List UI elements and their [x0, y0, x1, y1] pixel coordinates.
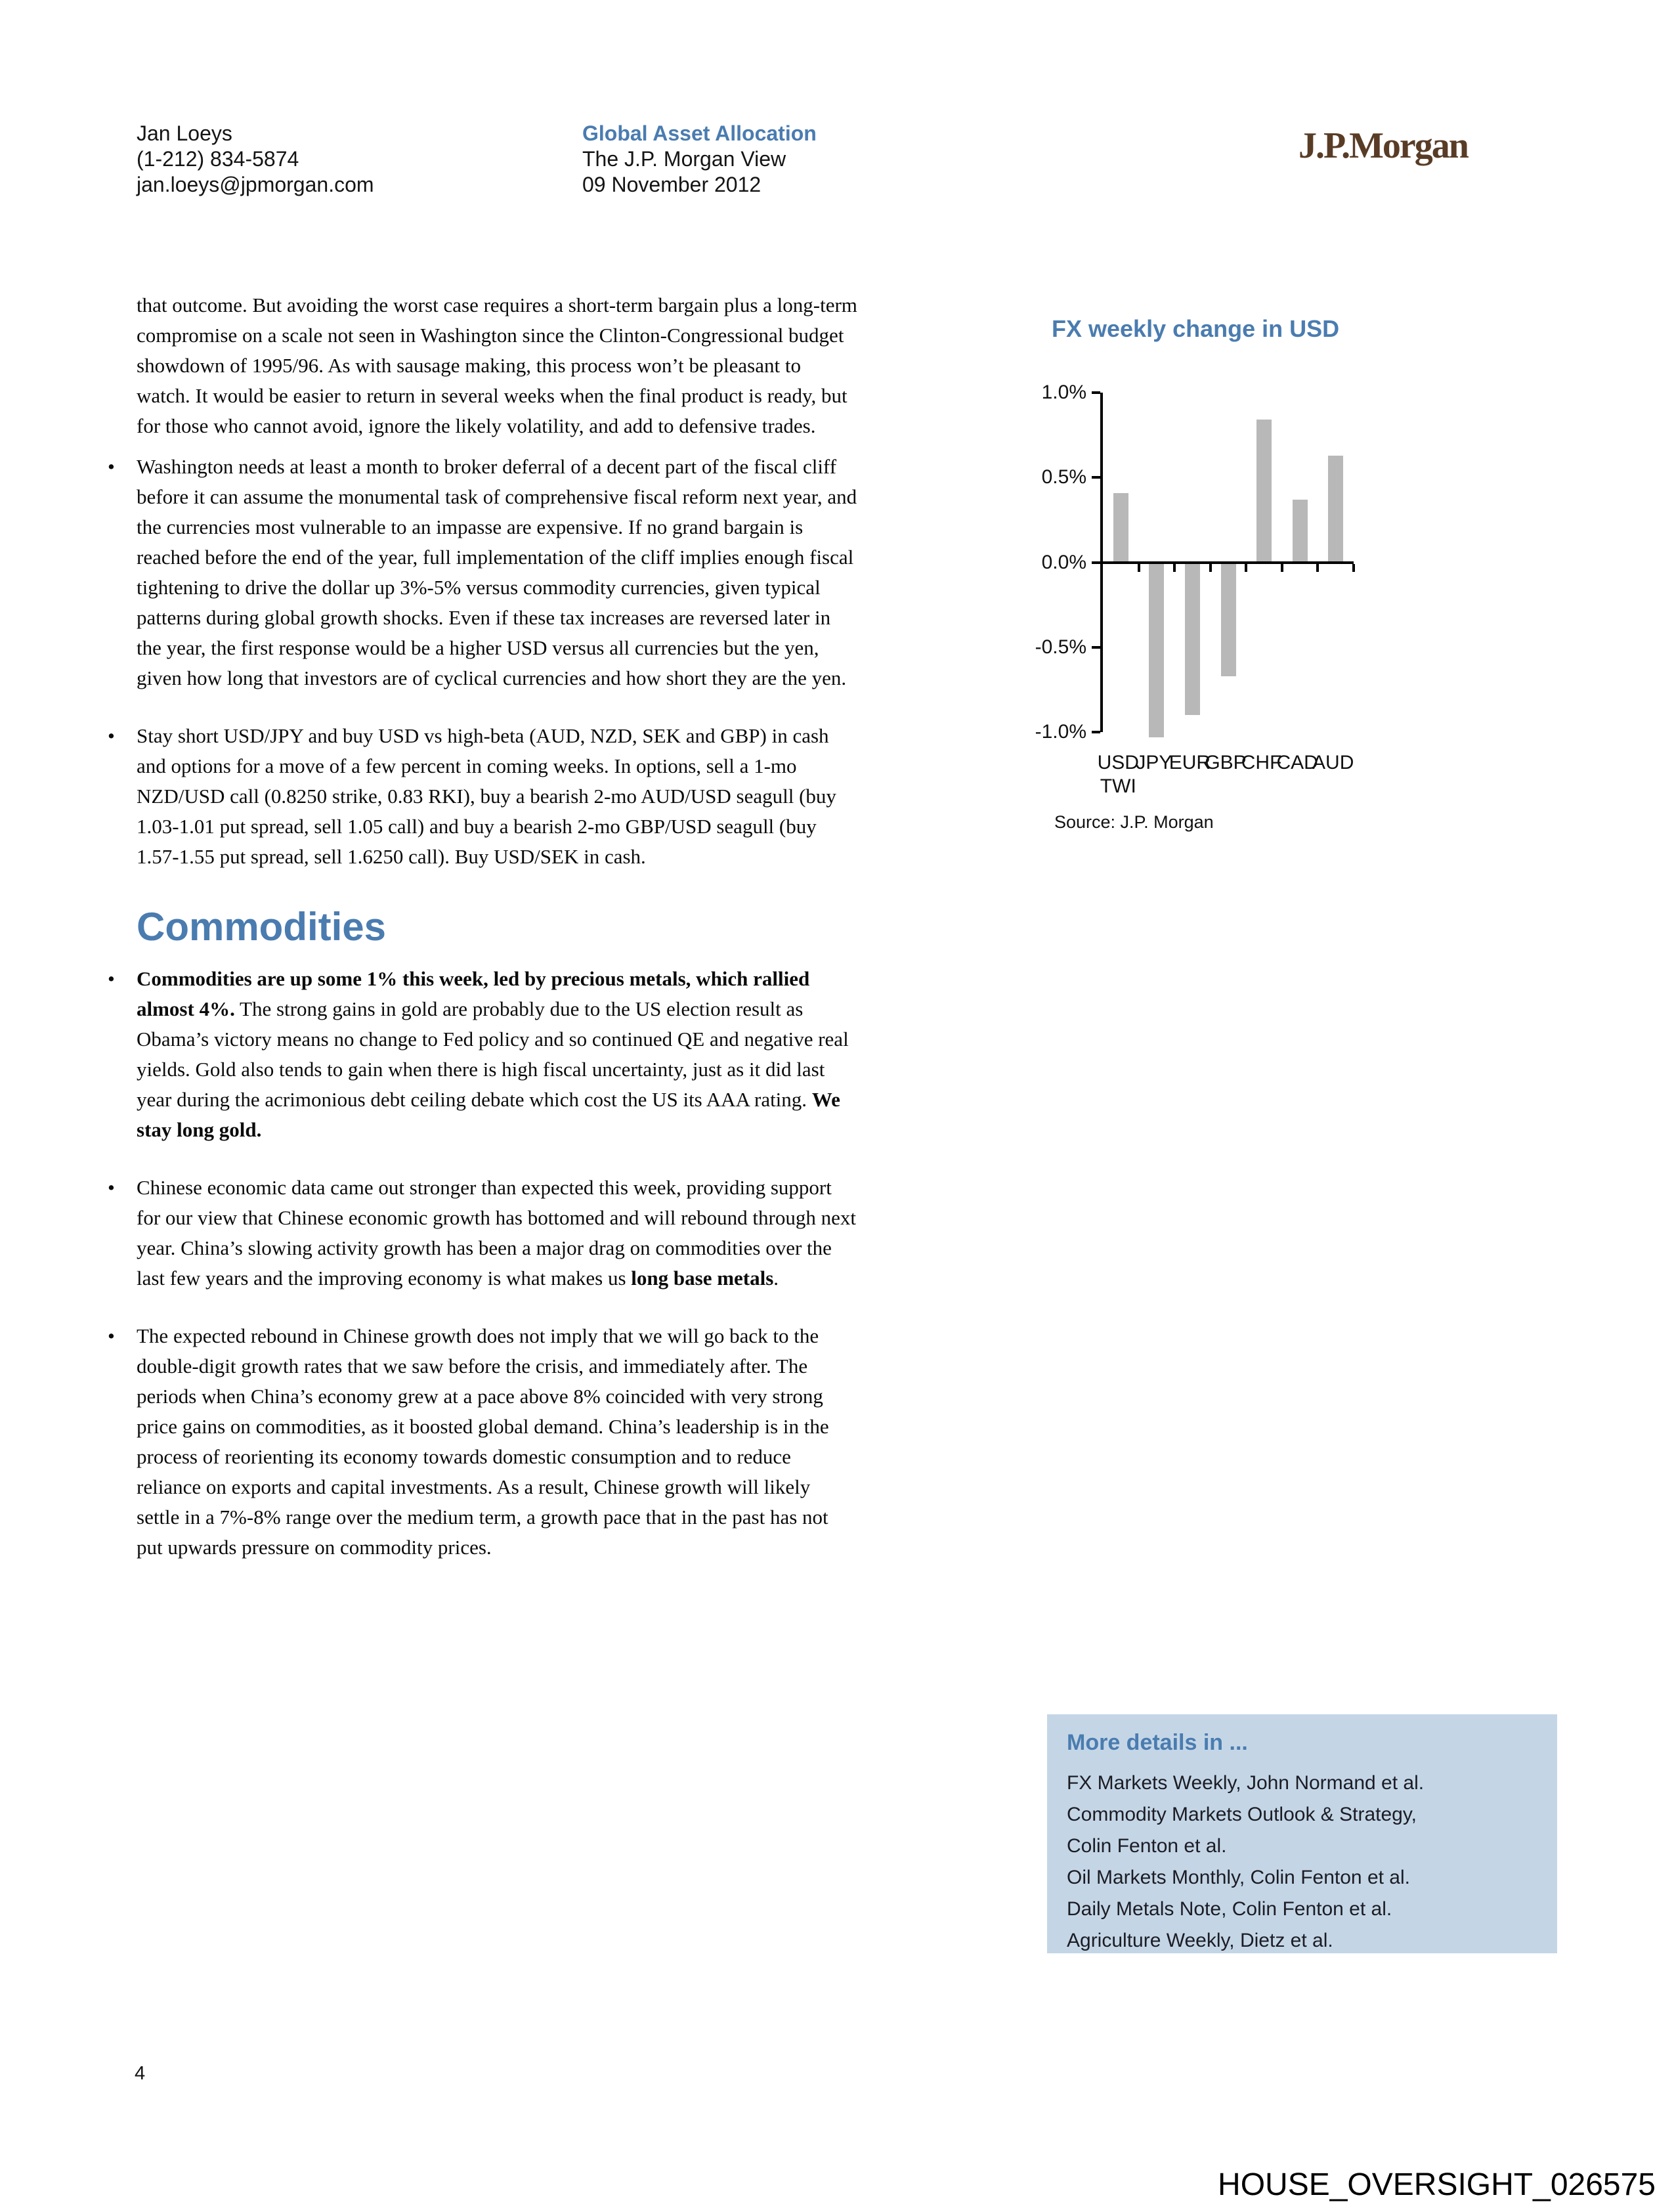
author-name: Jan Loeys [137, 121, 232, 145]
bullet-text: Chinese economic data came out stronger than expected this week, providing support for our view that Chinese economic growth has bottomed and will rebound through next year. China’s slowing activity growth has been a major drag on commodities over the last few years and the improving economy is what makes us [137, 1176, 856, 1290]
bullet-item [108, 1173, 857, 1293]
bullet-text: The expected rebound in Chinese growth does not imply that we will go back to the double-digit growth rates that we saw before the crisis, and immediately after. The periods when China’s economy grew at a pace above 8% coincided with very strong price gains on commodities, as it boosted global demand. China’s leadership is in the process of reorienting its economy towards domestic consumption and to reduce reliance on exports and capital investments. As a result, Chinese growth will likely settle in a 7%-8% range over the medium term, a growth pace that in the past has not put upwards pressure on commodity prices. [137, 1324, 829, 1559]
author-phone: (1-212) 834-5874 [137, 147, 299, 171]
bullet-marker: • [108, 724, 115, 747]
y-axis-tick [1092, 476, 1100, 479]
fx-chart-xlabels [1097, 751, 1354, 810]
more-details-box [1047, 1714, 1557, 1953]
bullet-text: Commodities are up some 1% this week, led by precious metals, which rallied almost 4%. [137, 967, 810, 1020]
y-tick-label: -1.0% [1035, 721, 1086, 743]
fx-weekly-change-chart [1035, 315, 1457, 854]
bullet-marker: • [108, 1324, 115, 1347]
page-number: 4 [135, 2063, 146, 2084]
y-tick-label: -0.5% [1035, 636, 1086, 658]
chart-source: Source: J.P. Morgan [1054, 812, 1214, 832]
oversight-stamp: HOUSE_OVERSIGHT_026575 [1218, 2167, 1656, 2202]
x-axis-tick [1245, 564, 1247, 572]
intro-paragraph: that outcome. But avoiding the worst case requires a short-term bargain plus a long-term compromise on a scale not seen in Washington since the Clinton-Congressional budget showdown of 1995/96. As with sausage making, this process won’t be pleasant to watch. It would be easier to return in several weeks when the final product is ready, but for those who cannot avoid, ignore the likely volatility, and add to defensive trades. [137, 293, 857, 437]
y-tick-label: 0.0% [1041, 551, 1086, 573]
publication-date: 09 November 2012 [582, 173, 762, 196]
x-category-label: CAD [1276, 752, 1318, 773]
fx-chart-plot [1035, 381, 1354, 743]
chart-title: FX weekly change in USD [1052, 315, 1340, 342]
bullet-item [108, 1321, 857, 1563]
y-tick-label: 0.5% [1041, 466, 1086, 488]
bullet-item [108, 964, 857, 1145]
main-text-column [108, 290, 857, 1563]
more-details-title: More details in ... [1067, 1730, 1248, 1755]
chart-bar-jpy [1149, 563, 1164, 737]
bullet-text: . [773, 1267, 779, 1290]
more-details-item: Oil Markets Monthly, Colin Fenton et al. [1067, 1867, 1410, 1888]
x-category-label: CHF [1241, 752, 1282, 773]
jpmorgan-logo: J.P.Morgan [1298, 125, 1468, 166]
x-category-label: JPY [1136, 752, 1172, 773]
y-axis-tick [1092, 391, 1100, 394]
chart-bar-eur [1185, 563, 1200, 716]
more-details-item: Commodity Markets Outlook & Strategy, [1067, 1804, 1417, 1825]
x-axis-line [1100, 561, 1354, 564]
chart-bar-gbp [1221, 563, 1236, 676]
x-category-label: EUR [1169, 752, 1211, 773]
more-details-item: Daily Metals Note, Colin Fenton et al. [1067, 1898, 1392, 1920]
x-axis-tick [1281, 564, 1283, 572]
bullet-marker: • [108, 455, 115, 478]
bullet-marker: • [108, 1176, 115, 1199]
bullet-marker: • [108, 967, 115, 990]
more-details-item: FX Markets Weekly, John Normand et al. [1067, 1772, 1425, 1794]
x-axis-tick [1209, 564, 1212, 572]
more-details-lines [1067, 1767, 1537, 1957]
bullet-item [108, 452, 857, 693]
chart-bar-usd-twi [1113, 493, 1128, 563]
y-axis-tick [1092, 561, 1100, 564]
bullet-item [108, 721, 857, 872]
publication-section: Global Asset Allocation [582, 121, 817, 145]
x-category-label: GBP [1205, 752, 1247, 773]
bullet-text: Washington needs at least a month to broker deferral of a decent part of the fiscal cliff before it can assume the monumental task of comprehensive fiscal reform next year, and the currencies most vulnerable to an impasse are expensive. If no grand bargain is reached before the end of the year, full implementation of the cliff implies enough fiscal tightening to drive the dollar up 3%-5% versus commodity currencies, given typical patterns during global growth shocks. Even if these tax increases are reversed later in the year, the first response would be a higher USD versus all currencies but the yen, given how long that investors are of cyclical currencies and how short they are the yen. [137, 455, 857, 689]
fx-bullet-list [108, 452, 857, 872]
author-email: jan.loeys@jpmorgan.com [137, 173, 374, 196]
bullet-text: long base metals [631, 1267, 774, 1290]
more-details-item: Colin Fenton et al. [1067, 1835, 1227, 1857]
x-axis-tick [1316, 564, 1319, 572]
x-category-label: USD TWI [1097, 752, 1139, 797]
section-heading-commodities: Commodities [137, 905, 387, 949]
x-axis-tick [1138, 564, 1140, 572]
publication-series: The J.P. Morgan View [582, 147, 786, 171]
bullet-text: The strong gains in gold are probably due to the US election result as Obama’s victory means no change to Fed policy and so continued QE and negative real yields. Gold also tends to gain when there is high fiscal uncertainty, just as it did last year during the acrimonious debt ceiling debate which cost the US its AAA rating. [137, 997, 849, 1111]
x-category-label: AUD [1312, 752, 1354, 773]
y-tick-label: 1.0% [1041, 381, 1086, 403]
bullet-text: Stay short USD/JPY and buy USD vs high-beta (AUD, NZD, SEK and GBP) in cash and options for a move of a few percent in coming weeks. In options, sell a 1-mo NZD/USD call (0.8250 strike, 0.83 RKI), buy a bearish 2-mo AUD/USD seagull (buy 1.03-1.01 put spread, sell 1.05 call) and buy a bearish 2-mo GBP/USD seagull (buy 1.57-1.55 put spread, sell 1.6250 call). Buy USD/SEK in cash. [137, 724, 836, 868]
chart-bar-aud [1328, 456, 1343, 563]
y-axis-tick [1092, 646, 1100, 649]
y-axis-tick [1092, 731, 1100, 733]
more-details-item: Agriculture Weekly, Dietz et al. [1067, 1930, 1333, 1951]
x-axis-tick [1352, 564, 1355, 572]
author-block [137, 121, 374, 198]
commodities-bullet-list [108, 964, 857, 1563]
bullet-text: We stay long gold. [137, 1088, 840, 1141]
chart-bar-cad [1293, 500, 1308, 563]
x-axis-tick [1173, 564, 1176, 572]
publication-block [582, 121, 817, 198]
chart-bar-chf [1256, 420, 1272, 562]
